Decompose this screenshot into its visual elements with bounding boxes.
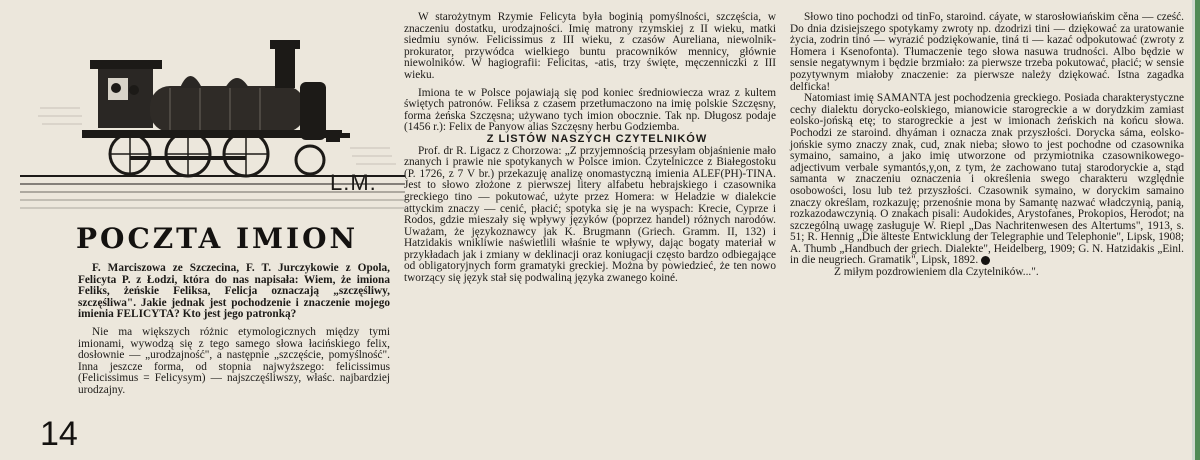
column-2 <box>404 12 776 285</box>
column-3 <box>790 12 1184 279</box>
answer-paragraph-2: W starożytnym Rzymie Felicyta była boginią pomyślności, szczęścia, w znaczeniu dostatku, urodzajności. Imię matrony rzymskiej z II wieku, matki siedmiu synów. Felicissimus z III wieku, z czasów Aureliana, niewolnik-prokurator, przywódca wielkiego buntu pracowników mennicy, głównie niewolników. W hagiografii: Felicitas, -atis, trzy święte, męczenniczki z III wieku. <box>404 11 776 81</box>
end-mark <box>981 256 990 265</box>
letter-paragraph-1: Prof. dr R. Ligacz z Chorzowa: „Z przyjemnością przesyłam objaśnienie mało znanych i prawie nie spotykanych w Polsce imion. Czytelniczce z Białegostoku (P. 1726, z 7 V br.) przekazuję analizę onomastyczną imienia ALEF(PH)-TINA. Jest to słowo złożone z pierwszej litery alfabetu hebrajskiego i czasownika greckiego tino — pokutować, użyte przez Homera: w Heladzie w dialekcie attyckim znaczy — cenić, płacić; spotyka się je na wyspach: Krecie, Cyprze i Rodos, gdzie mieszały się wpływy języków (poprzez handel) różnych narodów. Uważam, że językoznawcy jak K. Brugmann (Griech. Gramm. II, 132) i Hatzidakis wnikliwie naświetlili właśnie te wpływy, dając bogaty materiał w przykładach jak i zmiany w deklinacji oraz koniugacji często bardzo odbiegające od obligatoryjnych form gramatyki greckiej. Można by powiedzieć, że ten nowo tworzący się język stał się podwaliną języka zwanego koiné. <box>404 144 776 285</box>
answer-paragraph-3: Imiona te w Polsce pojawiają się pod koniec średniowiecza wraz z kultem świętych patronów. Feliksa z czasem przetłumaczono na imię polskie Szczęsny, forma żeńska Szczęsna; używano tych imion obocznie. Tak np. Długosz podaje (1456 r.): Felix de Panyow alias Szczęsny herbu Godziemba. <box>404 86 776 134</box>
letter-paragraph-3: Natomiast imię SAMANTA jest pochodzenia greckiego. Posiada charakterystyczne cechy dialektu dorycko-eolskiego, mianowicie starogreckie a w dorydzkim zamiast eolsko-jońską etę; to starogreckie a jest w imionach żeńskich na końcu słowa. Pochodzi ze staroind. dhyáman i oznacza znak przyszłości. Dorycka sáma, eolsko-jońskie symo znaczy znak, cud, znak nieba; słowo to jest pochodne od czasownika symaino, samaino, a jako imię utworzone od przymiotnika czasownikowego-adjectivum verbale symantós,y,on, z tym, że zachowano tutaj starodoryckie a, stąd samanta w znaczeniu oznaczenia i określenia swego charakteru względnie osobowości, losu lub też przyszłości. Czasownik symaino, w doryckim samaino znaczy określam, rozkazuję; przenośnie mona by Samantę nazwać władczynią, panią, rozkazodawczynią. O znakach pisali: Audokides, Arystofanes, Prokopios, Herodot; na szczególną uwagę zasługuje W. Riepl „Das Nachritenwesen des Altertums", 1913, s. 51; R. Hennig „Die älteste Entwicklung der Telegraphie und Telephonie", Lipsk, 1908; A. Thumb „Handbuch der griech. Dialekte", Heidelberg, 1909; G. N. Hatzidakis „Einl. in die neugriech. Gramatik", Lipsk, 1892. <box>790 92 1184 267</box>
page-title: POCZTA IMION <box>76 222 359 255</box>
page-number: 14 <box>40 415 78 453</box>
closing-line: Z miłym pozdrowieniem dla Czytelników...". <box>834 266 1039 279</box>
section-heading: Z LISTÓW NASZYCH CZYTELNIKÓW <box>486 132 708 145</box>
answer-paragraph-1: Nie ma większych różnic etymologicznych między tymi imionami, wywodzą się z tego samego słowa łacińskiego felix, dosłownie — „urodzajność", a następnie „szczęście, pomyślność". Inna jeszcze forma, od stopnia najwyższego: felicissimus (Felicissimus = Felicysym) — najszczęśliwszy, właśc. najbardziej urodzajny. <box>78 325 390 396</box>
letter-paragraph-2: Słowo tino pochodzi od tinFo, staroind. cáyate, w starosłowiańskim cĕna — cześć. Do dnia dzisiejszego spotykamy zwroty np. dzodrizi tini — dziękować za uratowanie życia, zodrin tinó — wyrazić podziękowanie, tiná ti — kazać odpokutować (zwroty z Homera i Ksenofonta). Tłumaczenie tego słowa nasuwa trudności. Albo będzie w sensie negatywnym i będzie brzmiało: za pierwsze trzeba pokutować, płacić; w sensie pozytywnym miałoby znaczenie: za pierwsze należy dziękować. Istna zagadka delficka! <box>790 11 1184 93</box>
column-1 <box>78 263 390 397</box>
illustrator-signature: L.M. <box>330 170 377 195</box>
reader-question: F. Marciszowa ze Szczecina, F. T. Jurczykowie z Opola, Felicyta P. z Łodzi, która do nas napisała: Wiem, że imiona Feliks, żeńskie Feliksa, Felicja oznaczają „szczęśliwy, szczęśliwa". Jakie jednak jest pochodzenie i znaczenie mojego imienia FELICYTA? Kto jest jego patronką? <box>78 262 390 321</box>
page-edge <box>1192 0 1200 460</box>
